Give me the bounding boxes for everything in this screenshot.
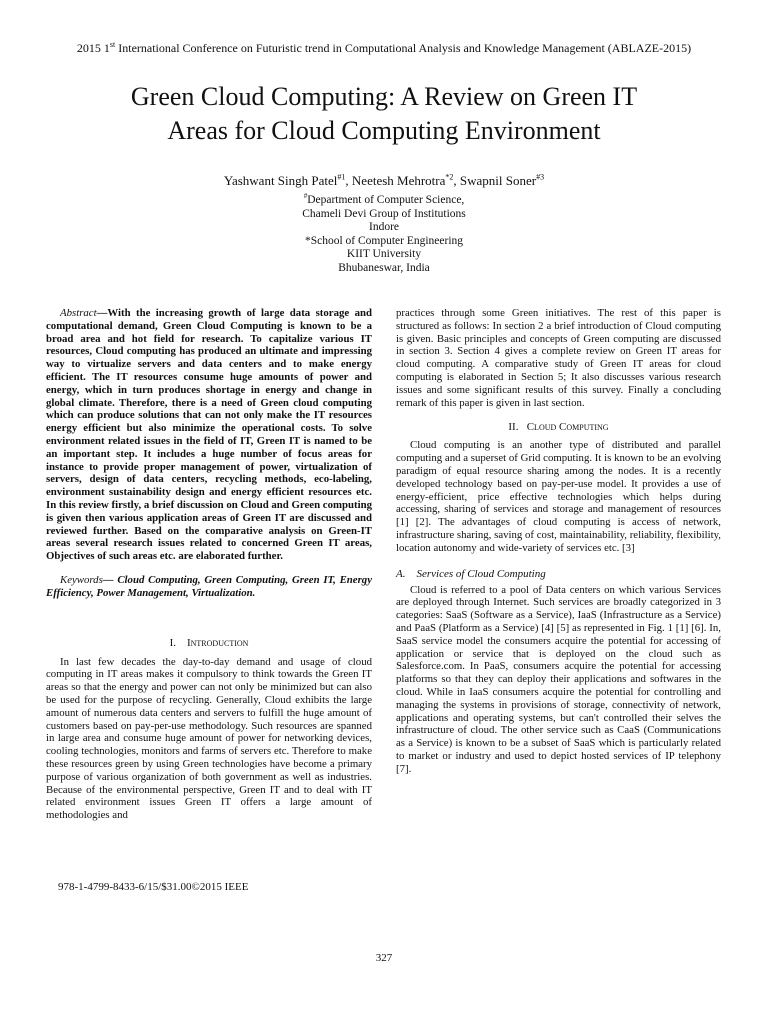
section-number: II. xyxy=(508,421,519,434)
conference-prefix: 2015 1 xyxy=(76,41,110,55)
cloud-computing-paragraph: Cloud computing is an another type of distributed and parallel computing and a superset of Grid computing. It is known to be an evolving paradigm of equal resource sharing among the nodes. It is a recently developed technology based on pay-per-use model. It provides a use of energy-efficient, price effective technologies which helps during accessing, sharing of services and storage and management of resources [1] [2]. The advantages of cloud computing is access of network, infrastructure sharing, saving of cost, maintainability, reliability, flexibility, location autonomy and wide-variety of services etc. [3] xyxy=(396,439,721,554)
author-name: Yashwant Singh Patel xyxy=(223,173,338,188)
copyright-notice: 978-1-4799-8433-6/15/$31.00©2015 IEEE xyxy=(58,881,249,893)
author-mark: *2 xyxy=(445,172,454,182)
affiliation-inst-1: Chameli Devi Group of Institutions xyxy=(302,207,466,220)
section-heading-cloud-computing xyxy=(396,421,721,434)
keywords-label: Keywords xyxy=(60,573,103,586)
author-list: Yashwant Singh Patel$^{\#1}$, Neetesh Mehrotra$^{*2}$, Swapnil Soner$^{\#3}$ xyxy=(223,172,545,188)
abstract xyxy=(46,307,372,563)
section-title: Cloud Computing xyxy=(526,421,609,434)
paper-title xyxy=(40,80,728,148)
title-line-2: Areas for Cloud Computing Environment xyxy=(167,116,601,145)
author-mark: #3 xyxy=(536,172,545,182)
affiliation-dept-1-text: Department of Computer Science, xyxy=(307,194,465,206)
author-mark: #1 xyxy=(337,172,346,182)
abstract-text: With the increasing growth of large data storage and computational demand, Green Cloud Computing is known to be a broad area and hot field for research. To capitalize various IT resources, Cloud computing has produced an ultimate and impressing way to virtualize servers and data centers and to make energy efficient. The IT resources consume huge amounts of power and energy, which in turn produces shortage in energy and change in global climate. Therefore, there is a need of Green cloud computing which can produce solutions that can not only make the IT resources energy efficient but also minimize the operational costs. To solve environment related issues in the field of IT, Green IT is named to be an important step. It includes a huge number of focus areas for instance to provide proper management of power, virtualization of servers, design of data centers, recycling methods, eco-labeling, environment sustainability design and energy efficient resources etc. In this review firstly, a brief discussion on Cloud and Green computing is given then various application areas of Green IT are discussed and reviewed further. Based on the comparative analysis on Green-IT areas several research issues related to concerned Green IT areas, Objectives of such areas etc. are elaborated further. xyxy=(46,307,372,563)
conference-ordinal: st xyxy=(109,40,116,49)
title-line-1: Green Cloud Computing: A Review on Green IT xyxy=(130,82,638,111)
keywords xyxy=(46,574,372,600)
section-heading-introduction xyxy=(46,637,372,650)
affiliation-inst-2: KIIT University xyxy=(346,248,422,261)
abstract-label: Abstract xyxy=(60,307,97,319)
page-number: 327 xyxy=(375,952,393,964)
author-name: Swapnil Soner xyxy=(459,173,537,188)
conference-header xyxy=(20,41,748,55)
right-column xyxy=(396,307,721,776)
subsection-title: Services of Cloud Computing xyxy=(416,567,546,580)
affiliation-dept-1 xyxy=(40,194,728,208)
author-name: Neetesh Mehrotra xyxy=(351,173,446,188)
introduction-paragraph: In last few decades the day-to-day demand and usage of cloud computing in IT areas makes it compulsory to think towards the Green IT areas so that the energy and power can not only be minimized but can also be used for the purpose of recycling. Generally, Cloud exhibits the large amount of numerous data centers and servers to fulfill the huge amount of customers based on pay-per-use methodology. Such resources are spanned in large area and consume huge amount of power for networking devices, cooling technologies, monitors and farms of servers etc. Therefore to make these resources green by using Green technologies have become a primary purpose of various organization of both government as well as industries. Because of the environmental perspective, Green IT and to deal with IT related environment issues Green IT offers a large amount of methodologies and xyxy=(46,655,372,822)
keywords-dash: — xyxy=(102,573,114,586)
services-paragraph: Cloud is referred to a pool of Data centers on which various Services are deployed through Internet. Such services are broadly categorized in 3 categories: SaaS (Software as a Service), IaaS (Infrastructure as a Service) and PaaS (Platform as a Service) [4] [5] as represented in Fig. 1 [1] [6]. In, SaaS service model the consumers acquire the potential for accessing of application or service that is deployed on the cloud such as Salesforce.com. In PaaS, consumers acquire the potential for accessing platforms so that they can deploy their applications and softwares in the cloud. While in IaaS consumers acquire the potential for controlling and managing the systems in provisions of storage, connectivity of network, applications and operating systems, but can't controlled their selves the infrastructure of cloud. The other service such as CaaS (Communications as a Service) is known to be a subset of SaaS which is particularly related to market or industry and used to depict hosted services of IP telephony [7]. xyxy=(396,583,721,775)
left-column xyxy=(46,307,372,822)
affiliation-city-2: Bhubaneswar, India xyxy=(338,261,430,274)
subsection-heading-services xyxy=(396,568,721,581)
affiliation-city-1: Indore xyxy=(368,221,399,234)
affiliation-dept-2: *School of Computer Engineering xyxy=(304,234,464,247)
introduction-continued: practices through some Green initiatives. The rest of this paper is structured as follows: In section 2 a brief introduction of Cloud computing is given. Basic principles and concepts of Green computing are discussed in section 3. Section 4 gives a complete review on Green IT areas for cloud computing. A comparative study of Green IT areas for cloud computing is elaborated in Section 5; It also discusses various research issues and some significant results of this survey. Finally a concluding remark of this paper is given in last section. xyxy=(396,307,721,409)
conference-name: International Conference on Futuristic trend in Computational Analysis and Knowledge Management (ABLAZE-2015) xyxy=(115,41,692,55)
section-title: Introduction xyxy=(186,636,249,649)
section-number: I. xyxy=(169,636,176,649)
subsection-label: A. xyxy=(396,567,406,580)
affiliation-mark: # xyxy=(303,192,308,201)
keywords-text: Cloud Computing, Green Computing, Green IT, Energy Efficiency, Power Management, Virtualization. xyxy=(46,573,372,599)
abstract-dash: — xyxy=(96,307,108,319)
affiliations xyxy=(40,194,728,276)
